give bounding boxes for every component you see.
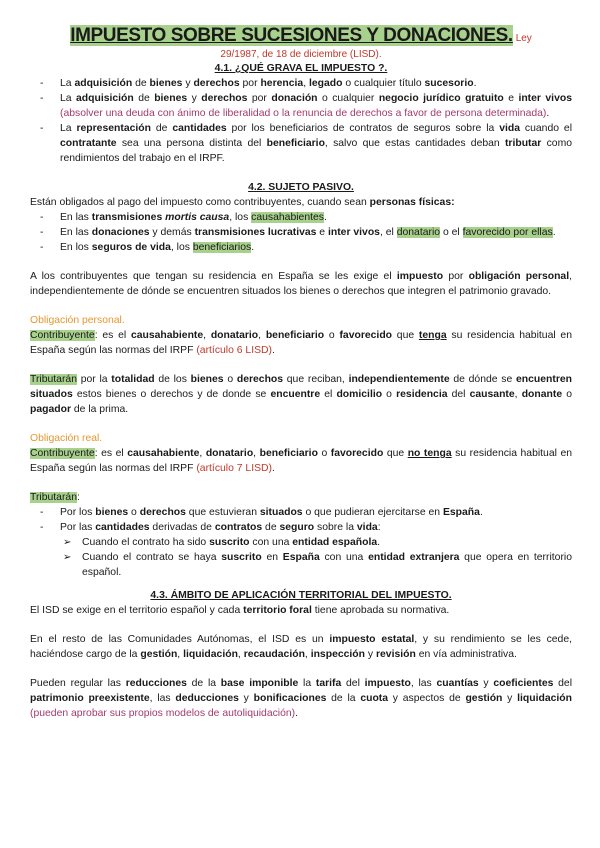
list-item: - La representación de cantidades por los beneficiarios de contratos de seguros sobre la vida cuando el contratante sea una persona distinta del beneficiario, salvo que estas cantidades deban tributar como rendimientos del trabajo en el IRPF.	[60, 121, 572, 166]
list-item: - La adquisición de bienes y derechos por donación o cualquier negocio jurídico gratuito e inter vivos (absolver una deuda con ánimo de liberalidad o la renuncia de derechos a favor de persona determinada).	[60, 91, 572, 121]
note-text: (pueden aprobar sus propios modelos de autoliquidación)	[30, 708, 296, 719]
paragraph: Contribuyente: es el causahabiente, donatario, beneficiario o favorecido que no tenga su residencia habitual en España según las normas del IRPF (artículo 7 LISD).	[30, 448, 573, 474]
section-heading-4-3: 4.3. ÁMBITO DE APLICACIÓN TERRITORIAL DEL IMPUESTO.	[150, 590, 452, 601]
list-item: ➢ Cuando el contrato se haya suscrito en España con una entidad extranjera que opera en territorio español.	[82, 550, 572, 580]
paragraph: Tributarán por la totalidad de los bienes o derechos que reciban, independientemente de dónde se encuentren situados estos bienes o derechos y de donde se encuentre el domicilio o residencia del causante, donante o pagador de la prima.	[30, 374, 572, 415]
paragraph: Tributarán:	[30, 492, 80, 503]
title-line	[30, 26, 572, 49]
paragraph: En el resto de las Comunidades Autónomas, el ISD es un impuesto estatal, y su rendimiento se les cede, haciéndose cargo de la gestión, liquidación, recaudación, inspección y revisión en vía administrativa.	[30, 634, 573, 660]
list-item: - En los seguros de vida, los beneficiarios.	[60, 240, 572, 255]
list-item: - En las donaciones y demás transmisiones lucrativas e inter vivos, el donatario o el favorecido por ellas.	[60, 225, 572, 240]
list-item: - La adquisición de bienes y derechos por herencia, legado o cualquier título sucesorio.	[60, 76, 572, 91]
paragraph: Están obligados al pago del impuesto como contribuyentes, cuando sean personas físicas:	[30, 197, 455, 208]
section-heading-4-1: 4.1. ¿QUÉ GRAVA EL IMPUESTO ?.	[214, 63, 388, 74]
paragraph: Pueden regular las reducciones de la base imponible la tarifa del impuesto, las cuantías y coeficientes del patrimonio preexistente, las deducciones y bonificaciones de la cuota y aspectos de gestión y liquidación (pueden aprobar sus propios modelos de autoliquidación).	[30, 678, 572, 719]
sub-list	[60, 535, 572, 580]
subheading-real: Obligación real.	[30, 433, 103, 444]
law-reference-continued: 29/1987, de 18 de diciembre (LISD).	[220, 49, 382, 60]
subheading-personal: Obligación personal.	[30, 315, 125, 326]
taxpayers-list	[30, 210, 572, 255]
real-obligation-list	[30, 505, 572, 580]
document-title: IMPUESTO SOBRE SUCESIONES Y DONACIONES.	[70, 25, 513, 46]
section-heading-4-2: 4.2. SUJETO PASIVO.	[248, 182, 354, 193]
document-content	[30, 26, 572, 721]
paragraph: A los contribuyentes que tengan su residencia en España se les exige el impuesto por obligación personal, independientemente de dónde se encuentren situados los bienes o derechos que integren el patrimonio gravado.	[30, 271, 572, 297]
list-item: - Por las cantidades derivadas de contratos de seguro sobre la vida: ➢ Cuando el contrato ha sido suscrito con una entidad española. ➢ Cuando el contrato se haya suscrito en España con una entidad extranjera que opera en territorio español.	[60, 520, 572, 580]
note-text: (absolver una deuda con ánimo de liberalidad o la renuncia de derechos a favor de persona determinada)	[60, 108, 547, 119]
paragraph: El ISD se exige en el territorio español y cada territorio foral tiene aprobada su normativa.	[30, 605, 450, 616]
paragraph: Contribuyente: es el causahabiente, donatario, beneficiario o favorecido que tenga su residencia habitual en España según las normas del IRPF (artículo 6 LISD).	[30, 330, 572, 356]
list-item: - Por los bienes o derechos que estuvieran situados o que pudieran ejercitarse en España.	[60, 505, 572, 520]
law-reference: Ley	[515, 33, 532, 44]
list-item: ➢ Cuando el contrato ha sido suscrito con una entidad española.	[82, 535, 572, 550]
list-item: - En las transmisiones mortis causa, los causahabientes.	[60, 210, 572, 225]
taxable-events-list	[30, 76, 572, 166]
